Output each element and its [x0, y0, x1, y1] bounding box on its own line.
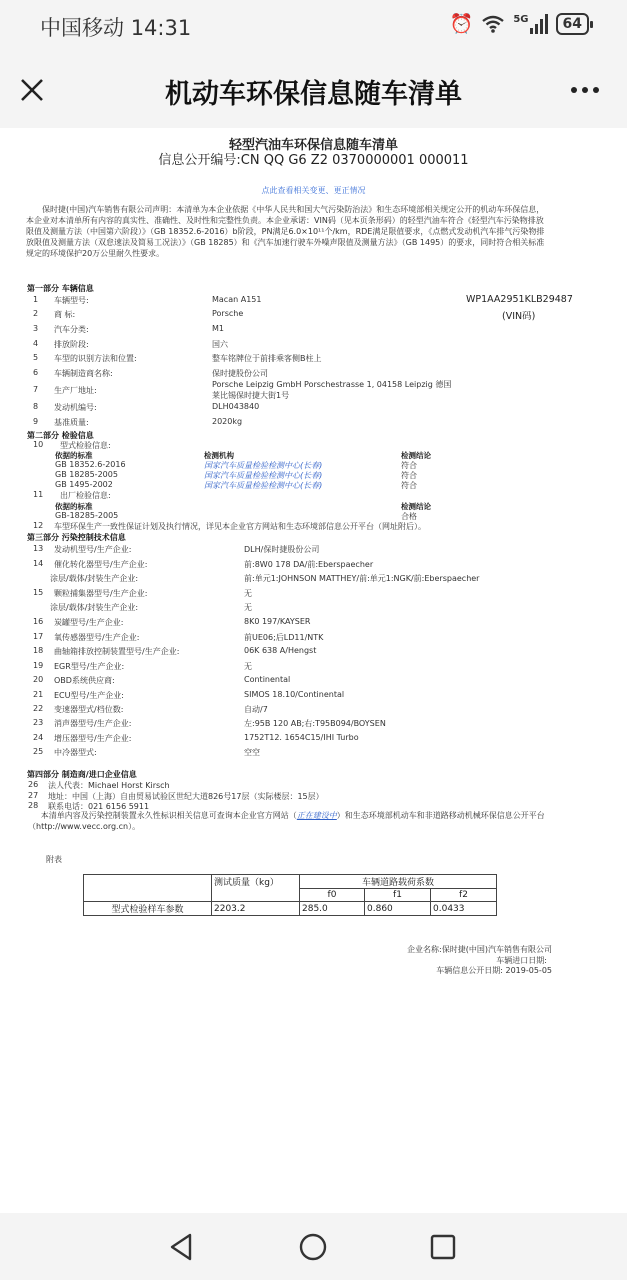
- test-standard: GB 1495-2002: [55, 480, 113, 489]
- row-value: Continental: [244, 675, 291, 684]
- factory-standard: GB-18285-2005: [55, 511, 119, 520]
- publish-date: 车辆信息公开日期: 2019-05-05: [436, 966, 552, 975]
- page-title: 机动车环保信息随车清单: [165, 79, 462, 110]
- row-label: 涂层/载体/封装生产企业:: [50, 603, 139, 612]
- import-date: 车辆进口日期:: [496, 956, 547, 965]
- annex-table: [83, 874, 497, 916]
- row-value: 整车铭牌位于前排乘客侧B柱上: [212, 354, 322, 363]
- row-number: 26: [28, 780, 39, 789]
- row-number: 21: [33, 690, 44, 699]
- status-bar: [0, 0, 627, 52]
- row-label: 排放阶段:: [54, 340, 89, 349]
- table-cell: [84, 875, 212, 902]
- item12-text: 车型环保生产一致性保证计划及执行情况，详见本企业官方网站和生态环境部信息公开平台（网址附后）。: [54, 522, 426, 531]
- row-label: 发动机编号:: [54, 403, 97, 412]
- row-label: 商 标:: [54, 310, 76, 319]
- more-icon: [567, 72, 603, 108]
- status-icons: [450, 12, 589, 35]
- row-label: 炭罐型号/生产企业:: [54, 618, 124, 627]
- row-label: 基准质量:: [54, 418, 89, 427]
- row-number: 10: [33, 440, 44, 449]
- vin-label: (VIN码): [502, 311, 536, 322]
- row-value: Porsche: [212, 309, 244, 318]
- document-content: [0, 128, 627, 1213]
- f0-header: f0: [300, 889, 365, 902]
- part4-title: 第四部分 制造商/进口企业信息: [27, 770, 137, 779]
- f1-value: 0.860: [365, 902, 431, 916]
- company-address: 地址：中国（上海）自由贸易试验区世纪大道826号17层（实际楼层：15层）: [48, 792, 324, 801]
- contact-phone: 联系电话：021 6156 5911: [48, 802, 150, 811]
- row-label: 曲轴箱排放控制装置型号/生产企业:: [54, 647, 180, 656]
- row-value: 06K 638 A/Hengst: [244, 646, 317, 655]
- home-button[interactable]: [295, 1229, 331, 1265]
- navigation-bar: [0, 1213, 627, 1280]
- row-value: SIMOS 18.10/Continental: [244, 690, 345, 699]
- row-value: M1: [212, 324, 224, 333]
- test-org[interactable]: 国家汽车质量检验检测中心(长春): [204, 461, 323, 470]
- row-value-line2: 莱比锡保时捷大街1号: [212, 391, 290, 400]
- row-number: 22: [33, 704, 44, 713]
- row-value: 左:95B 120 AB;右:T95B094/BOYSEN: [244, 719, 386, 728]
- row-number: 4: [33, 339, 39, 348]
- row-number: 18: [33, 646, 44, 655]
- network-type: 5G: [513, 13, 529, 25]
- document-title: 轻型汽油车环保信息随车清单: [228, 138, 398, 153]
- row-number: 16: [33, 617, 44, 626]
- row-label: 催化转化器型号/生产企业:: [54, 560, 148, 569]
- row-number: 27: [28, 791, 39, 800]
- row-value: 国六: [212, 340, 228, 349]
- row-value: 2020kg: [212, 417, 243, 426]
- recents-icon: [425, 1229, 461, 1265]
- row-number: 6: [33, 368, 39, 377]
- app-bar: [0, 52, 627, 128]
- row-number: 14: [33, 559, 44, 568]
- row-number: 24: [33, 733, 44, 742]
- signal-group: [513, 14, 547, 34]
- f1-header: f1: [365, 889, 431, 902]
- row-number: 3: [33, 324, 39, 333]
- home-icon: [295, 1229, 331, 1265]
- row-number: 23: [33, 718, 44, 727]
- row-label: EGR型号/生产企业:: [54, 662, 125, 671]
- row-label: OBD系统供应商:: [54, 676, 115, 685]
- test-org[interactable]: 国家汽车质量检验检测中心(长春): [204, 471, 323, 480]
- row-value: 自动/7: [244, 705, 268, 714]
- f0-value: 285.0: [300, 902, 365, 916]
- row-label: 增压器型号/生产企业:: [54, 734, 132, 743]
- legal-rep: 法人代表：Michael Horst Kirsch: [48, 781, 170, 790]
- standard-header: 依据的标准: [55, 451, 93, 460]
- row-label: 车辆制造商名称:: [54, 369, 113, 378]
- row-number: 7: [33, 385, 39, 394]
- status-carrier-time: [40, 12, 191, 42]
- note-text-after: ）和生态环境部机动车和非道路移动机械环保信息公开平台（http://www.vecc.org.cn）。: [28, 811, 545, 831]
- declaration-text: 保时捷(中国)汽车销售有限公司声明：本清单为本企业依据《中华人民共和国大气污染防治法》和生态环境部相关规定公开的机动车环保信息，本企业对本清单所有内容的真实性、准确性、及时性和完整性负责。本企业承诺：VIN码（见本页条形码）的轻型汽油车符合《轻型汽车污染物排放限值及测量方法（中国第六阶段）》（GB 18352.6-2016）b阶段，PN满足6.0×10¹¹个/km，RDE满足限值要求，《点燃式发动机汽车排气污染物排放限值及测量方法（双怠速法及简易工况法）》（GB 18285）和《汽车加速行驶车外噪声限值及测量方法》（GB 1495）的要求，同时符合相关标准规定的环境保护20万公里耐久性要求。: [26, 205, 545, 258]
- note-text-before: 本清单内容及污染控制装置永久性标识相关信息可查询本企业官方网站（: [40, 811, 297, 820]
- row-label: 颗粒捕集器型号/生产企业:: [54, 589, 148, 598]
- row-number: 9: [33, 417, 39, 426]
- row-label: 发动机型号/生产企业:: [54, 545, 132, 554]
- row-value: 空空: [244, 748, 260, 757]
- vin-number: WP1AA2951KLB29487: [466, 294, 573, 305]
- row-number: 17: [33, 632, 44, 641]
- result-header: 检测结论: [401, 451, 431, 460]
- table-row: [84, 875, 497, 889]
- row-value: DLH043840: [212, 402, 260, 411]
- row-number: 1: [33, 295, 39, 304]
- road-load-header: 车辆道路载荷系数: [300, 875, 497, 889]
- back-icon: [164, 1229, 200, 1265]
- row-number: 5: [33, 353, 39, 362]
- row-value: Macan A151: [212, 295, 262, 304]
- row-number: 11: [33, 490, 44, 499]
- test-mass-value: 2203.2: [212, 902, 300, 916]
- factory-test-label: 出厂检验信息:: [60, 491, 111, 500]
- factory-result: 合格: [401, 512, 417, 521]
- row-number: 25: [33, 747, 44, 756]
- row-label: 涂层/载体/封装生产企业:: [50, 574, 139, 583]
- info-number: 信息公开编号:CN QQ G6 Z2 0370000001 000011: [158, 153, 469, 168]
- row-number: 12: [33, 521, 44, 530]
- change-link[interactable]: 点此查看相关变更、更正情况: [261, 186, 366, 195]
- row-number: 20: [33, 675, 44, 684]
- row-value: DLH/保时捷股份公司: [244, 545, 320, 554]
- battery-icon: 64: [556, 13, 589, 35]
- row-label: 车型的识别方法和位置:: [54, 354, 137, 363]
- row-label: ECU型号/生产企业:: [54, 691, 124, 700]
- f2-header: f2: [431, 889, 497, 902]
- test-standard: GB 18352.6-2016: [55, 460, 126, 469]
- table-row: [84, 902, 497, 916]
- row-value: 前UE06;后LD11/NTK: [244, 633, 324, 642]
- signal-icon: [530, 14, 548, 34]
- row-number: 19: [33, 661, 44, 670]
- back-button[interactable]: [164, 1229, 200, 1265]
- f2-value: 0.0433: [431, 902, 497, 916]
- row-label: 中冷器型式:: [54, 748, 97, 757]
- row-label: 型式检验样车参数: [84, 902, 212, 916]
- standard-header: 依据的标准: [55, 502, 93, 511]
- org-header: 检测机构: [204, 451, 234, 460]
- company-name: 企业名称:保时捷(中国)汽车销售有限公司: [407, 945, 552, 954]
- test-standard: GB 18285-2005: [55, 470, 118, 479]
- test-result: 符合: [401, 461, 417, 470]
- recents-button[interactable]: [425, 1229, 461, 1265]
- row-number: 2: [33, 309, 39, 318]
- test-mass-header: 测试质量（kg）: [212, 875, 300, 902]
- part3-title: 第三部分 污染控制技术信息: [27, 533, 126, 542]
- row-number: 15: [33, 588, 44, 597]
- row-value: 前:8W0 178 DA/前:Eberspaecher: [244, 560, 374, 569]
- test-result: 符合: [401, 471, 417, 480]
- row-label: 车辆型号:: [54, 296, 89, 305]
- row-label: 氧传感器型号/生产企业:: [54, 633, 140, 642]
- row-value: 1752T12. 1654C15/IHI Turbo: [244, 733, 359, 742]
- annex-title: 附表: [46, 855, 62, 864]
- row-value: 无: [244, 603, 252, 612]
- website-link[interactable]: 正在建设中: [296, 811, 337, 820]
- row-label: 变速器型式/档位数:: [54, 705, 124, 714]
- row-value: 无: [244, 589, 252, 598]
- carrier-name: 中国移动: [40, 16, 124, 40]
- row-value: 保时捷股份公司: [212, 369, 268, 378]
- row-label: 消声器型号/生产企业:: [54, 719, 132, 728]
- row-value: 前:单元1:JOHNSON MATTHEY/前:单元1:NGK/前:Eberspaecher: [244, 574, 480, 583]
- type-test-label: 型式检验信息:: [60, 441, 111, 450]
- row-value: 无: [244, 662, 252, 671]
- row-value: Porsche Leipzig GmbH Porschestrasse 1, 04158 Leipzig 德国: [212, 380, 452, 389]
- row-number: 28: [28, 801, 39, 810]
- part1-title: 第一部分 车辆信息: [27, 284, 94, 293]
- test-result: 符合: [401, 481, 417, 490]
- wifi-icon: [481, 14, 505, 34]
- result-header: 检测结论: [401, 502, 431, 511]
- part2-title: 第二部分 检验信息: [27, 431, 94, 440]
- alarm-icon: ⏰: [449, 13, 474, 35]
- status-time: 14:31: [130, 16, 192, 40]
- row-number: 8: [33, 402, 39, 411]
- more-button[interactable]: [567, 72, 603, 108]
- row-value: 8K0 197/KAYSER: [244, 617, 311, 626]
- row-number: 13: [33, 544, 44, 553]
- row-label: 汽车分类:: [54, 325, 89, 334]
- row-label: 生产厂地址:: [54, 386, 97, 395]
- test-org[interactable]: 国家汽车质量检验检测中心(长春): [204, 481, 323, 490]
- part4-note: [28, 810, 548, 832]
